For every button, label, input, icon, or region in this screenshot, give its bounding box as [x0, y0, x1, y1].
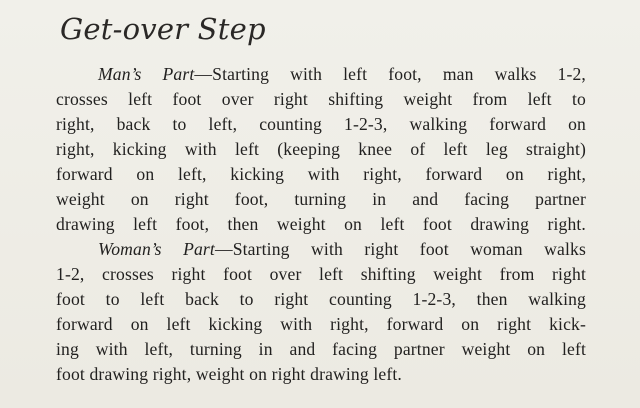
paragraph-line: drawing left foot, then weight on left foot drawing right.	[56, 214, 586, 234]
paragraph-line: forward on left kicking with right, forward on right kick-	[56, 314, 586, 334]
paragraph-line: forward on left, kicking with right, forward on right,	[56, 164, 586, 184]
paragraph-line: crosses left foot over right shifting weight from left to	[56, 89, 586, 109]
womans-part-paragraph	[56, 237, 586, 387]
paragraph-line: weight on right foot, turning in and facing partner	[56, 189, 586, 209]
womans-part-heading: Woman’s Part	[98, 239, 215, 259]
mans-part-paragraph	[56, 62, 586, 237]
paragraph-line: right, back to left, counting 1-2-3, walking forward on	[56, 114, 586, 134]
paragraph-line: 1-2, crosses right foot over left shifting weight from right	[56, 264, 586, 284]
paragraph-line	[56, 237, 586, 262]
paragraph-line: foot to left back to right counting 1-2-3, then walking	[56, 289, 586, 309]
paragraph-line: foot drawing right, weight on right drawing left.	[56, 364, 402, 384]
paragraph-line: ing with left, turning in and facing partner weight on left	[56, 339, 586, 359]
paragraph-line: right, kicking with left (keeping knee of left leg straight)	[56, 139, 586, 159]
paragraph-line	[56, 62, 586, 87]
paragraph-text: —Starting with right foot woman walks	[214, 239, 586, 259]
paragraph-text: —Starting with left foot, man walks 1-2,	[194, 64, 586, 84]
page-title: Get-over Step	[60, 12, 266, 46]
mans-part-heading: Man’s Part	[98, 64, 195, 84]
